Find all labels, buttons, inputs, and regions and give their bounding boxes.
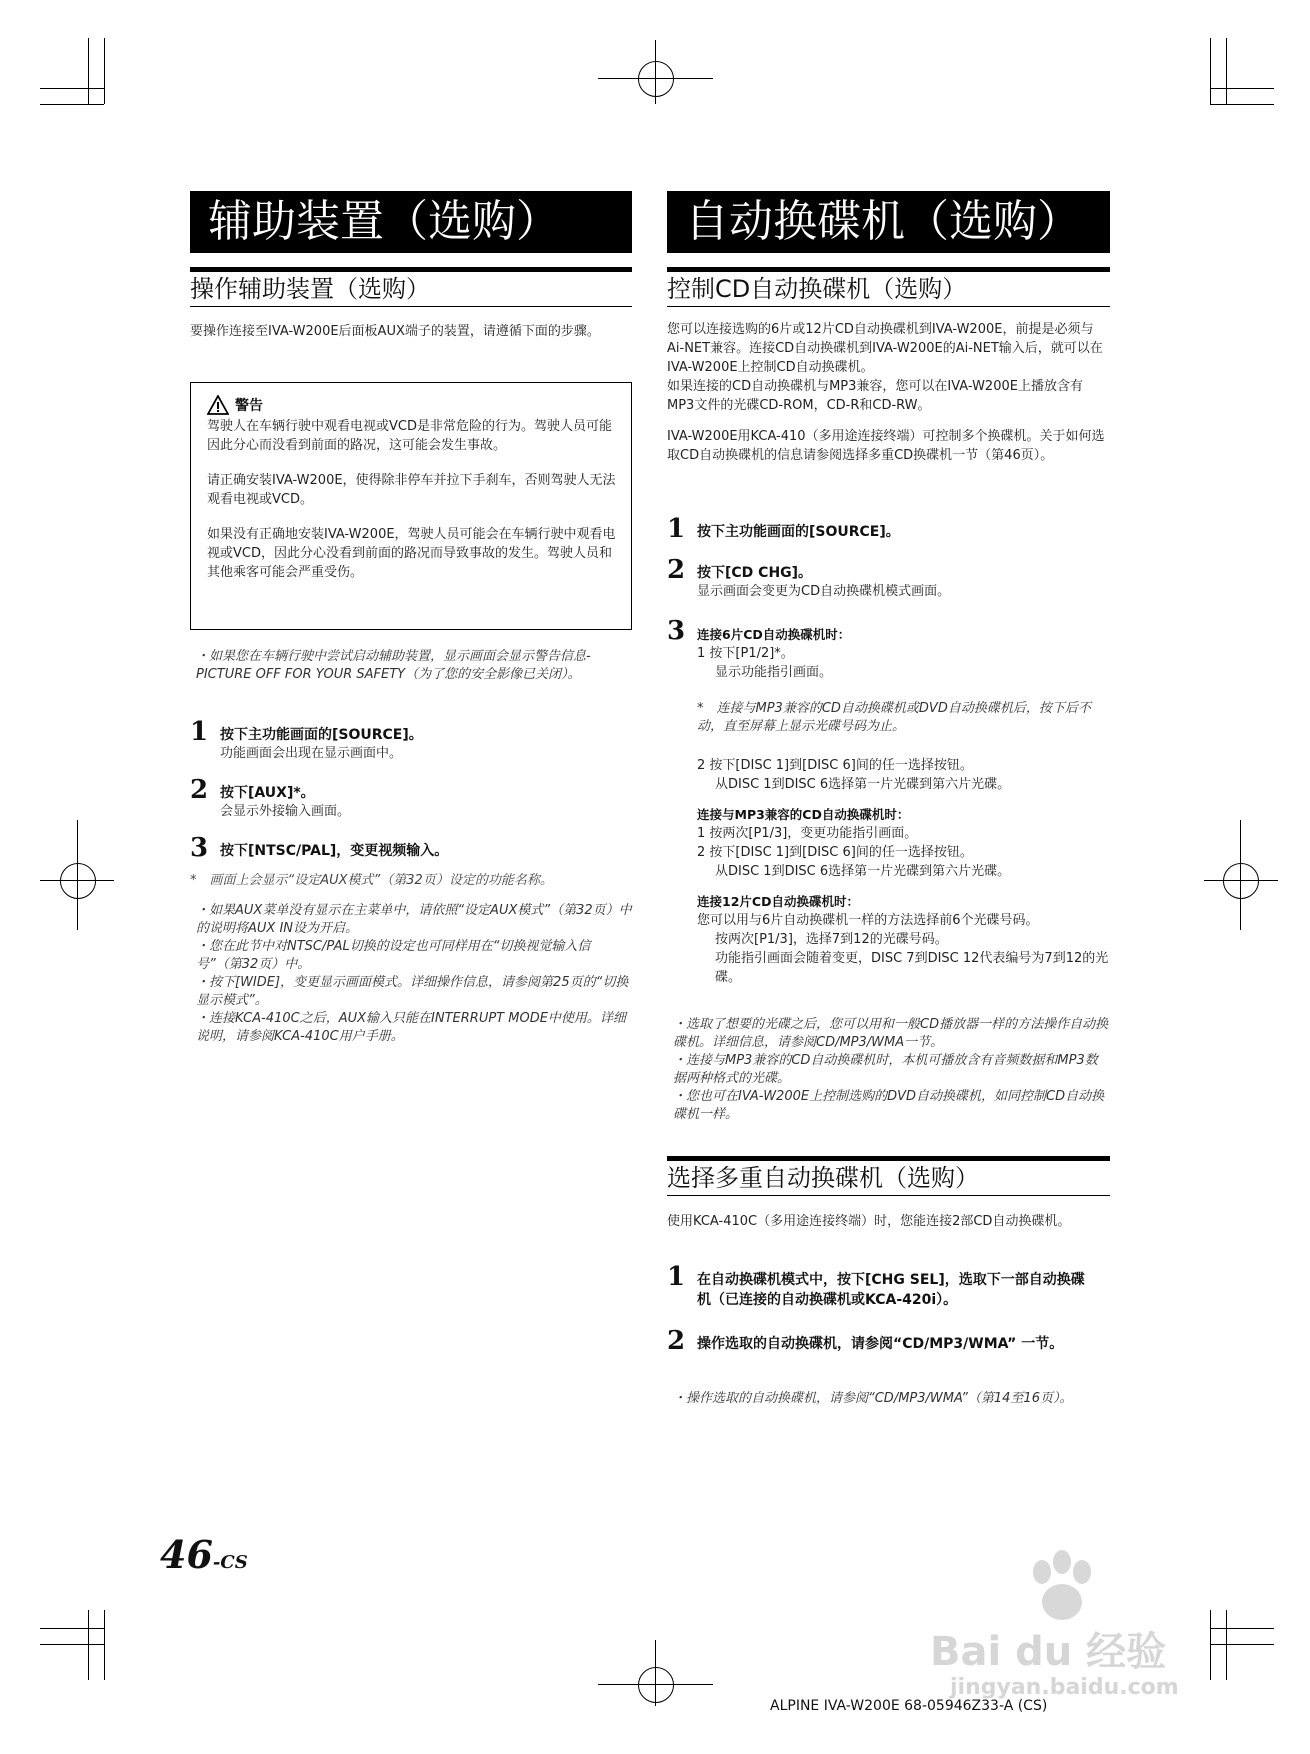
left-step <box>190 775 632 827</box>
warning-paragraph: 如果没有正确地安装IVA-W200E，驾驶人员可能会在车辆行驶中观看电视或VCD，因此分心没看到前面的路况而导致事故的发生。驾驶人员和其他乘客可能会严重受伤。 <box>207 527 616 580</box>
note-item: ・连接与MP3兼容的CD自动换碟机时，本机可播放含有音频数据和MP3数据两种格式的光碟。 <box>673 1053 1098 1086</box>
step-detail: 功能画面会出现在显示画面中。 <box>220 746 403 761</box>
sub-heading: 连接与MP3兼容的CD自动换碟机时： <box>697 807 910 822</box>
crop-mark <box>1210 38 1211 104</box>
crop-mark <box>88 38 89 104</box>
sub-step-detail: 您可以用与6片自动换碟机一样的方法选择前6个光碟号码。 <box>697 913 1039 928</box>
right-notes1 <box>673 1016 1110 1124</box>
warning-title: 警告 <box>235 398 263 414</box>
step-title: 操作选取的自动换碟机，请参阅“CD/MP3/WMA” 一节。 <box>697 1336 1064 1352</box>
crop-mark <box>1210 88 1274 89</box>
step-title: 按下[AUX]*。 <box>220 785 315 801</box>
note-item: ・按下[WIDE]，变更显示画面模式。详细操作信息，请参阅第25页的“切换显示模式”。 <box>196 975 629 1008</box>
sub-step-detail: 功能指引画面会随着变更，DISC 7到DISC 12代表编号为7到12的光碟。 <box>715 951 1109 985</box>
warning-paragraph: 请正确安装IVA-W200E，使得除非停车并拉下手刹车，否则驾驶人无法观看电视或VCD。 <box>207 473 616 507</box>
watermark-url: jingyan.baidu.com <box>950 1675 1179 1700</box>
left-banner-title: 辅助装置（选购） <box>190 191 632 253</box>
step-number: 2 <box>667 1326 686 1356</box>
intro-paragraph: IVA-W200E用KCA-410（多用途连接终端）可控制多个换碟机。关于如何选取CD自动换碟机的信息请参阅选择多重CD换碟机一节（第46页）。 <box>667 429 1105 463</box>
note-item: ・您在此节中对NTSC/PAL切换的设定也可同样用在“切换视觉输入信号”（第32页）中。 <box>196 939 591 972</box>
warning-icon <box>207 395 229 415</box>
step-title: 在自动换碟机模式中，按下[CHG SEL]，选取下一部自动换碟机（已连接的自动换碟机或KCA-420i）。 <box>697 1272 1085 1308</box>
step-number: 1 <box>667 1262 686 1292</box>
step-title: 连接6片CD自动换碟机时： <box>697 627 851 642</box>
right-banner-title: 自动换碟机（选购） <box>667 191 1110 253</box>
crop-mark <box>1226 38 1227 104</box>
registration-mark <box>1223 863 1259 899</box>
model-code: ALPINE IVA-W200E 68-05946Z33-A (CS) <box>770 1698 1048 1714</box>
left-notes <box>196 902 632 1046</box>
sub-step-detail: 从DISC 1到DISC 6选择第一片光碟到第六片光碟。 <box>715 777 1011 792</box>
sub-step: 2 按下[DISC 1]到[DISC 6]间的任一选择按钮。 <box>697 758 973 773</box>
right-section2-title: 选择多重自动换碟机（选购） <box>667 1156 1110 1196</box>
page-number-value: 46 <box>160 1532 213 1577</box>
right-section1-intro <box>667 320 1110 465</box>
note-item: ・选取了想要的光碟之后，您可以用和一般CD播放器一样的方法操作自动换碟机。详细信息，请参阅CD/MP3/WMA一节。 <box>673 1017 1109 1050</box>
step-detail: 会显示外接输入画面。 <box>220 804 351 819</box>
sub-step: 1 按两次[P1/3]，变更功能指引画面。 <box>697 826 918 841</box>
crop-mark <box>88 1610 89 1680</box>
crop-mark <box>40 1628 104 1629</box>
watermark <box>920 1550 1230 1720</box>
left-step <box>190 833 632 865</box>
paw-icon <box>1020 1550 1110 1630</box>
page-number <box>160 1532 248 1577</box>
crop-mark <box>1210 104 1274 105</box>
sub-heading: 连接12片CD自动换碟机时： <box>697 894 859 909</box>
left-step <box>190 717 632 769</box>
right-step <box>667 514 1110 546</box>
page-number-suffix: -CS <box>212 1552 248 1573</box>
step3-details <box>697 644 1110 987</box>
left-pre-note: ・如果您在车辆行驶中尝试启动辅助装置，显示画面会显示警告信息-PICTURE OFF FOR YOUR SAFETY（为了您的安全影像已关闭）。 <box>196 649 591 682</box>
crop-mark <box>40 104 104 105</box>
step-title: 按下主功能画面的[SOURCE]。 <box>697 524 900 540</box>
crop-mark <box>104 1610 105 1680</box>
step-number: 1 <box>190 717 209 747</box>
step-number: 1 <box>667 514 686 544</box>
step-number: 3 <box>190 833 209 863</box>
right-step2 <box>667 1326 1110 1378</box>
right-note2: ・操作选取的自动换碟机，请参阅“CD/MP3/WMA”（第14至16页）。 <box>673 1391 1073 1406</box>
sub-step-note: * 连接与MP3兼容的CD自动换碟机或DVD自动换碟机后，按下后不动，直至屏幕上显示光碟号码为止。 <box>697 701 1091 734</box>
note-item: ・连接KCA-410C之后，AUX输入只能在INTERRUPT MODE中使用。详细说明，请参阅KCA-410C用户手册。 <box>196 1011 626 1044</box>
sub-step-detail: 显示功能指引画面。 <box>715 665 833 680</box>
crop-mark <box>40 88 104 89</box>
right-section2-intro: 使用KCA-410C（多用途连接终端）时，您能连接2部CD自动换碟机。 <box>667 1214 1071 1229</box>
step-number: 2 <box>667 555 686 585</box>
warning-heading <box>207 395 617 415</box>
crop-mark <box>104 38 105 104</box>
left-intro: 要操作连接至IVA-W200E后面板AUX端子的装置，请遵循下面的步骤。 <box>190 324 600 339</box>
intro-paragraph: 您可以连接选购的6片或12片CD自动换碟机到IVA-W200E，前提是必须与Ai-NET兼容。连接CD自动换碟机到IVA-W200E的Ai-NET输入后，就可以在IVA-W200E上控制CD自动换碟机。 <box>667 322 1103 375</box>
left-section-title: 操作辅助装置（选购） <box>190 267 632 307</box>
sub-step: 2 按下[DISC 1]到[DISC 6]间的任一选择按钮。 <box>697 845 973 860</box>
step-title: 按下主功能画面的[SOURCE]。 <box>220 727 423 743</box>
registration-mark <box>638 61 674 97</box>
step-title: 按下[NTSC/PAL]，变更视频输入。 <box>220 843 449 859</box>
sub-step-detail: 从DISC 1到DISC 6选择第一片光碟到第六片光碟。 <box>715 864 1011 879</box>
sub-step: 1 按下[P1/2]*。 <box>697 646 794 661</box>
registration-mark <box>638 1667 674 1703</box>
warning-paragraph: 驾驶人在车辆行驶中观看电视或VCD是非常危险的行为。驾驶人员可能因此分心而没看到前面的路况，这可能会发生事故。 <box>207 419 612 453</box>
watermark-brand: Bai du 经验 <box>930 1629 1167 1675</box>
right-step <box>667 555 1110 607</box>
step-number: 2 <box>190 775 209 805</box>
step-number: 3 <box>667 616 686 646</box>
step-detail: 显示画面会变更为CD自动换碟机模式画面。 <box>697 584 951 599</box>
crop-mark <box>40 1644 104 1645</box>
sub-step-detail: 按两次[P1/3]，选择7到12的光碟号码。 <box>715 932 948 947</box>
right-step2 <box>667 1262 1110 1314</box>
registration-mark <box>60 863 96 899</box>
note-item: ・您也可在IVA-W200E上控制选购的DVD自动换碟机，如同控制CD自动换碟机一样。 <box>673 1089 1105 1122</box>
intro-paragraph: 如果连接的CD自动换碟机与MP3兼容，您可以在IVA-W200E上播放含有MP3文件的光碟CD-ROM，CD-R和CD-RW。 <box>667 379 1083 413</box>
note-item: ・如果AUX菜单没有显示在主菜单中，请依照“设定AUX模式”（第32页）中的说明将AUX IN设为开启。 <box>196 903 632 936</box>
left-footnote: * 画面上会显示“设定AUX模式”（第32页）设定的功能名称。 <box>190 873 553 888</box>
step-title: 按下[CD CHG]。 <box>697 565 813 581</box>
right-section1-title: 控制CD自动换碟机（选购） <box>667 267 1110 307</box>
warning-box <box>190 382 632 630</box>
